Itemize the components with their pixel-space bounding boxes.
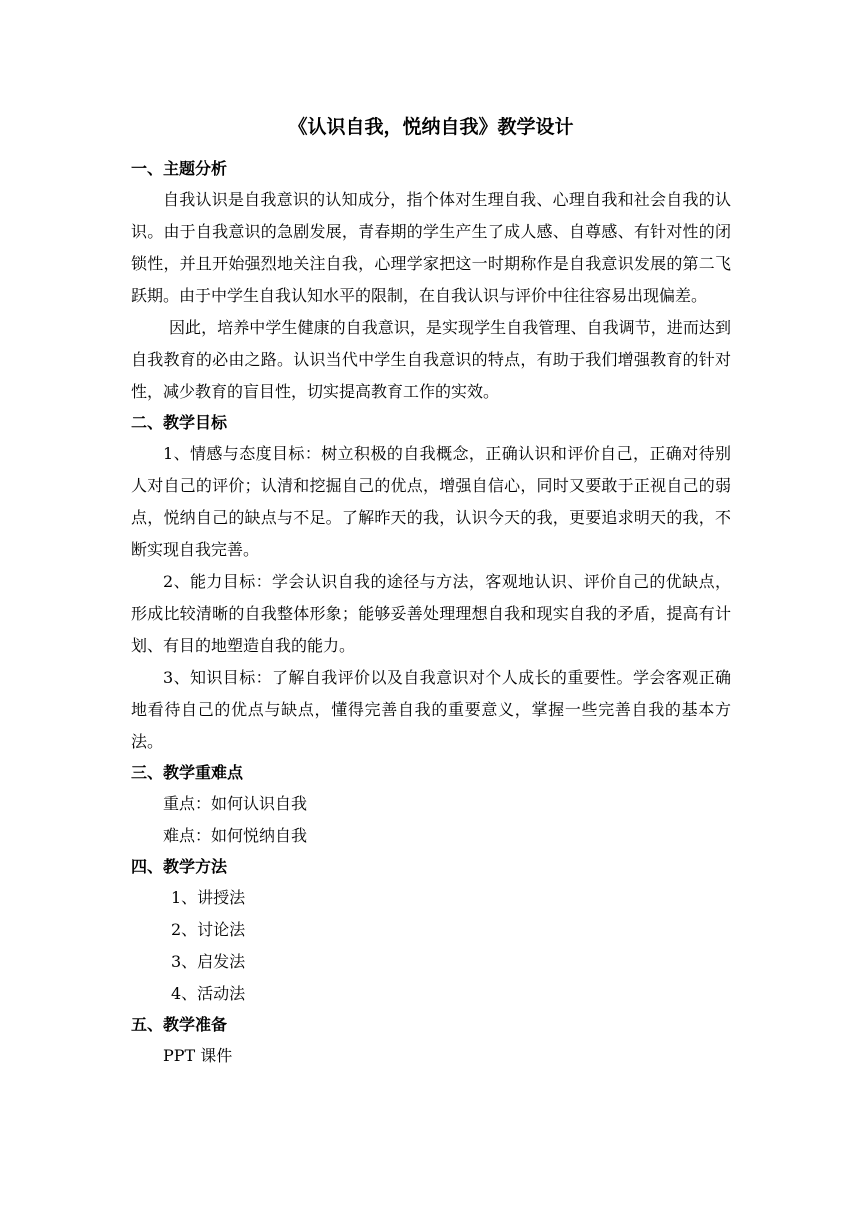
section-teaching-preparation: [131, 1010, 731, 1072]
paragraph: 2、能力目标：学会认识自我的途径与方法，客观地认识、评价自己的优缺点，形成比较清晰的自我整体形象；能够妥善处理理想自我和现实自我的矛盾，提高有计划、有目的地塑造自我的能力。: [131, 572, 731, 655]
document-title: 《认识自我，悦纳自我》教学设计: [288, 116, 574, 138]
section-heading: 五、教学准备: [131, 1015, 228, 1034]
list-item: 重点：如何认识自我: [163, 794, 308, 813]
section-heading: 三、教学重难点: [131, 763, 244, 782]
list-item: 3、启发法: [171, 952, 246, 971]
paragraph: 自我认识是自我意识的认知成分，指个体对生理自我、心理自我和社会自我的认识。由于自我意识的急剧发展，青春期的学生产生了成人感、自尊感、有针对性的闭锁性，并且开始强烈地关注自我，心理学家把这一时期称作是自我意识发展的第二飞跃期。由于中学生自我认知水平的限制，在自我认识与评价中往往容易出现偏差。: [131, 190, 731, 305]
list-item: 1、讲授法: [171, 888, 246, 907]
section-heading: 四、教学方法: [131, 857, 228, 876]
paragraph: 1、情感与态度目标：树立积极的自我概念，正确认识和评价自己，正确对待别人对自己的评价；认清和挖掘自己的优点，增强自信心，同时又要敢于正视自己的弱点，悦纳自己的缺点与不足。了解昨天的我，认识今天的我，更要追求明天的我，不断实现自我完善。: [131, 444, 731, 559]
section-heading: 一、主题分析: [131, 159, 228, 178]
section-topic-analysis: [131, 154, 731, 408]
list-item: 2、讨论法: [171, 920, 246, 939]
paragraph: 3、知识目标：了解自我评价以及自我意识对个人成长的重要性。学会客观正确地看待自己的优点与缺点，懂得完善自我的重要意义，掌握一些完善自我的基本方法。: [131, 668, 731, 751]
paragraph: 因此，培养中学生健康的自我意识，是实现学生自我管理、自我调节，进而达到自我教育的必由之路。认识当代中学生自我意识的特点，有助于我们增强教育的针对性，减少教育的盲目性，切实提高教育工作的实效。: [131, 318, 731, 401]
document-page: [131, 112, 731, 1072]
section-teaching-methods: [131, 852, 731, 1010]
list-item: 4、活动法: [171, 984, 246, 1003]
list-item: PPT 课件: [163, 1046, 233, 1065]
list-item: 难点：如何悦纳自我: [163, 826, 308, 845]
section-key-points: [131, 758, 731, 852]
section-teaching-goals: [131, 408, 731, 758]
section-heading: 二、教学目标: [131, 413, 228, 432]
